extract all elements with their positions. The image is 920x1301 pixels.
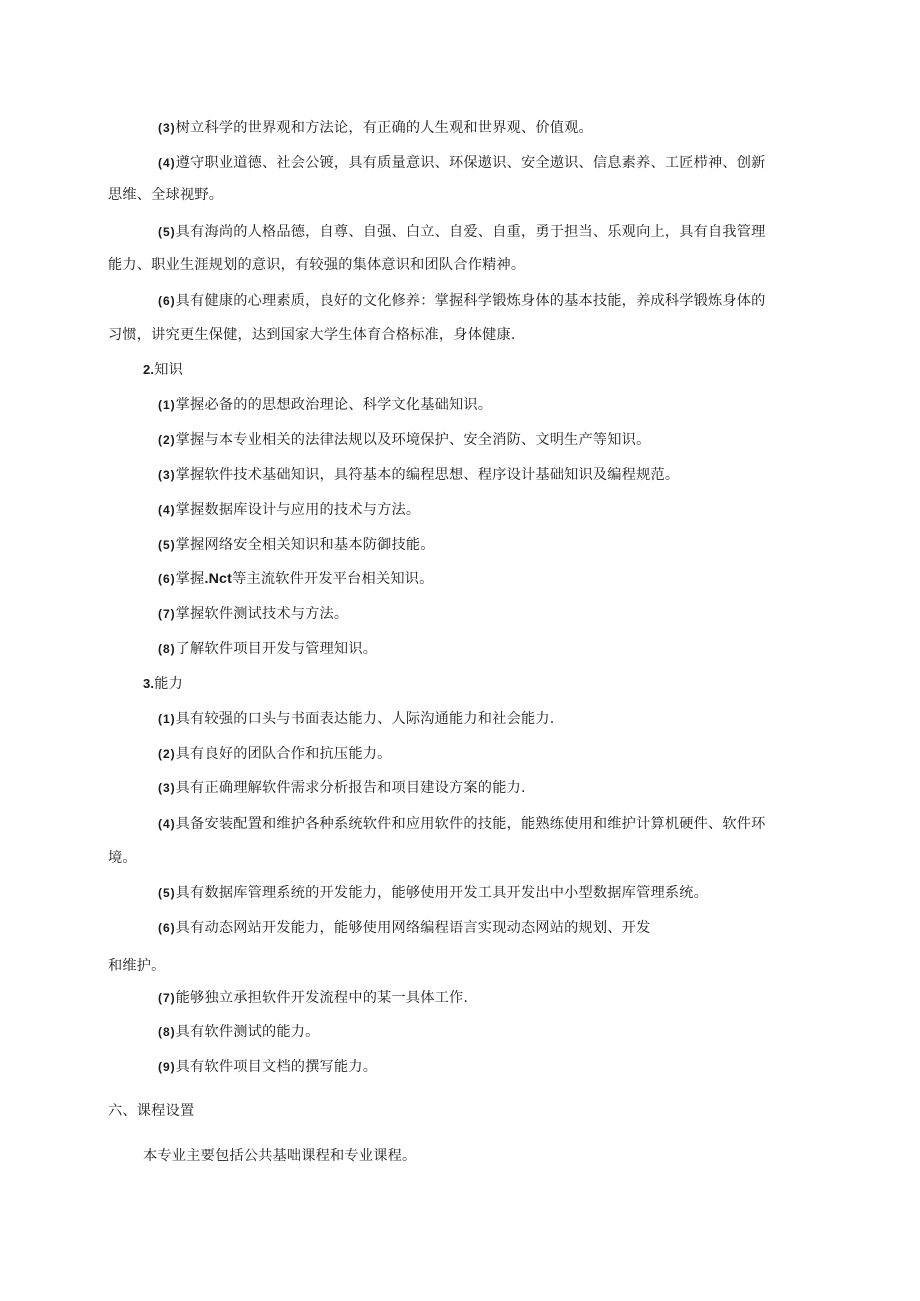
section-heading-ability (143, 674, 183, 694)
item-text: 能够独立承担软件开发流程中的某一具体工作. (175, 990, 469, 1006)
item-text: 具有软件项目文档的撰写能力。 (175, 1059, 378, 1075)
item-number: (8) (158, 642, 176, 656)
heading-number: 3. (143, 676, 155, 691)
item-number: (2) (158, 747, 176, 761)
item-text: 具有较强的口头与书面表达能力、人际沟通能力和社会能力. (175, 711, 555, 727)
item-number: (4) (158, 817, 176, 831)
heading-text: 六、课程设置 (108, 1103, 195, 1119)
item-text: 掌握与本专业相关的法律法规以及环境保护、安全消防、文明生产等知识。 (175, 432, 651, 448)
paragraph-text: 本专业主要包括公共基咄课程和专业课程。 (143, 1148, 417, 1164)
item-number: (4) (158, 503, 176, 517)
quality-item-4 (158, 153, 766, 173)
ability-item-1 (158, 709, 554, 729)
knowledge-item-6 (158, 569, 434, 589)
item-number: (3) (158, 781, 176, 795)
item-text: 习惯，讲究更生保健，达到国家大学生体育合格标准，身体健康. (108, 327, 516, 343)
ability-item-6 (158, 918, 650, 938)
item-text: 树立科学的世界观和方法论，有正确的人生观和世界观、价值观。 (175, 120, 593, 136)
section-heading-knowledge (143, 360, 183, 380)
item-number: (5) (158, 886, 176, 900)
item-text: 具有海尚的人格品德，自尊、自强、白立、自爱、自重，勇于担当、乐观向上，具有自我管理 (175, 224, 766, 240)
knowledge-item-7 (158, 604, 348, 624)
ability-item-7 (158, 988, 468, 1008)
knowledge-item-4 (158, 500, 420, 520)
ability-item-3 (158, 778, 526, 798)
item-number: (2) (158, 433, 176, 447)
section-heading-course-setup (108, 1101, 194, 1121)
item-number: (6) (158, 921, 176, 935)
item-text: 具有软件测试的能力。 (175, 1024, 320, 1040)
item-text: 掌握软件技术基础知识，具符基本的编程思想、程序设计基础知识及编程规范。 (175, 467, 680, 483)
quality-item-5-cont (108, 255, 525, 275)
ability-item-4 (158, 814, 766, 834)
item-number: (9) (158, 1060, 176, 1074)
item-text: 掌握网络安全相关知识和基本防御技能。 (175, 537, 435, 553)
item-text: 具有正确理解软件需求分析报告和项目建设方案的能力. (175, 780, 526, 796)
item-number: (4) (158, 156, 176, 170)
quality-item-6 (158, 291, 766, 311)
item-number: (1) (158, 398, 176, 412)
quality-item-5 (158, 222, 766, 242)
item-number: (6) (158, 572, 176, 586)
knowledge-item-8 (158, 639, 377, 659)
item-text: 境。 (108, 850, 137, 866)
ability-item-4-cont (108, 848, 137, 868)
item-text: 具有数据库管理系统的开发能力，能够使用开发工具开发出中小型数据库管理系统。 (175, 885, 709, 901)
item-text: 掌握软件测试技术与方法。 (175, 606, 349, 622)
ability-item-5 (158, 883, 708, 903)
platform-name: .Nct (204, 571, 233, 587)
heading-text: 知识 (154, 362, 184, 378)
item-text: 具有良好的团队合作和抗压能力。 (175, 746, 392, 762)
item-text-prefix: 掌握 (175, 571, 205, 587)
course-setup-paragraph (143, 1146, 416, 1166)
knowledge-item-3 (158, 465, 679, 485)
item-number: (3) (158, 121, 176, 135)
item-number: (3) (158, 468, 176, 482)
item-text: 掌握数据库设计与应用的技术与方法。 (175, 502, 421, 518)
ability-item-2 (158, 744, 392, 764)
quality-item-4-cont (108, 185, 223, 205)
ability-item-6-cont (108, 956, 166, 976)
item-number: (5) (158, 225, 176, 239)
item-number: (7) (158, 991, 176, 1005)
item-text: 和维护。 (108, 958, 166, 974)
item-text: 具备安装配置和维护各种系统软件和应用软件的技能，能熟练使用和维护计算机硬件、软件环 (175, 816, 766, 832)
item-text: 能力、职业生涯规划的意识，有较强的集体意识和团队合作精神。 (108, 257, 526, 273)
knowledge-item-5 (158, 535, 435, 555)
item-text: 等主流软件开发平台相关知识。 (232, 571, 434, 587)
heading-number: 2. (143, 362, 155, 377)
heading-text: 能力 (154, 676, 184, 692)
quality-item-6-cont (108, 325, 516, 345)
quality-item-3 (158, 118, 593, 138)
item-text: 遵守职业道德、社会公镀，具有质量意识、环保遨识、安全遨识、信息素养、工匠栉神、创新 (175, 155, 766, 171)
item-number: (6) (158, 294, 176, 308)
knowledge-item-2 (158, 430, 650, 450)
item-text: 具有健康的心理素质，良好的文化修养：掌握科学锻炼身体的基本技能，养成科学锻炼身体的 (175, 293, 766, 309)
item-text: 了解软件项目开发与管理知识。 (175, 641, 378, 657)
item-number: (8) (158, 1025, 176, 1039)
item-text: 掌握必备的的思想政治理论、科学文化基础知识。 (175, 397, 493, 413)
ability-item-9 (158, 1057, 377, 1077)
item-text: 具有动态网站开发能力，能够使用网络编程语言实现动态网站的规划、开发 (175, 920, 651, 936)
item-number: (1) (158, 712, 176, 726)
item-number: (5) (158, 538, 176, 552)
item-number: (7) (158, 607, 176, 621)
ability-item-8 (158, 1022, 320, 1042)
knowledge-item-1 (158, 395, 492, 415)
item-text: 思维、全球视野。 (108, 187, 224, 203)
